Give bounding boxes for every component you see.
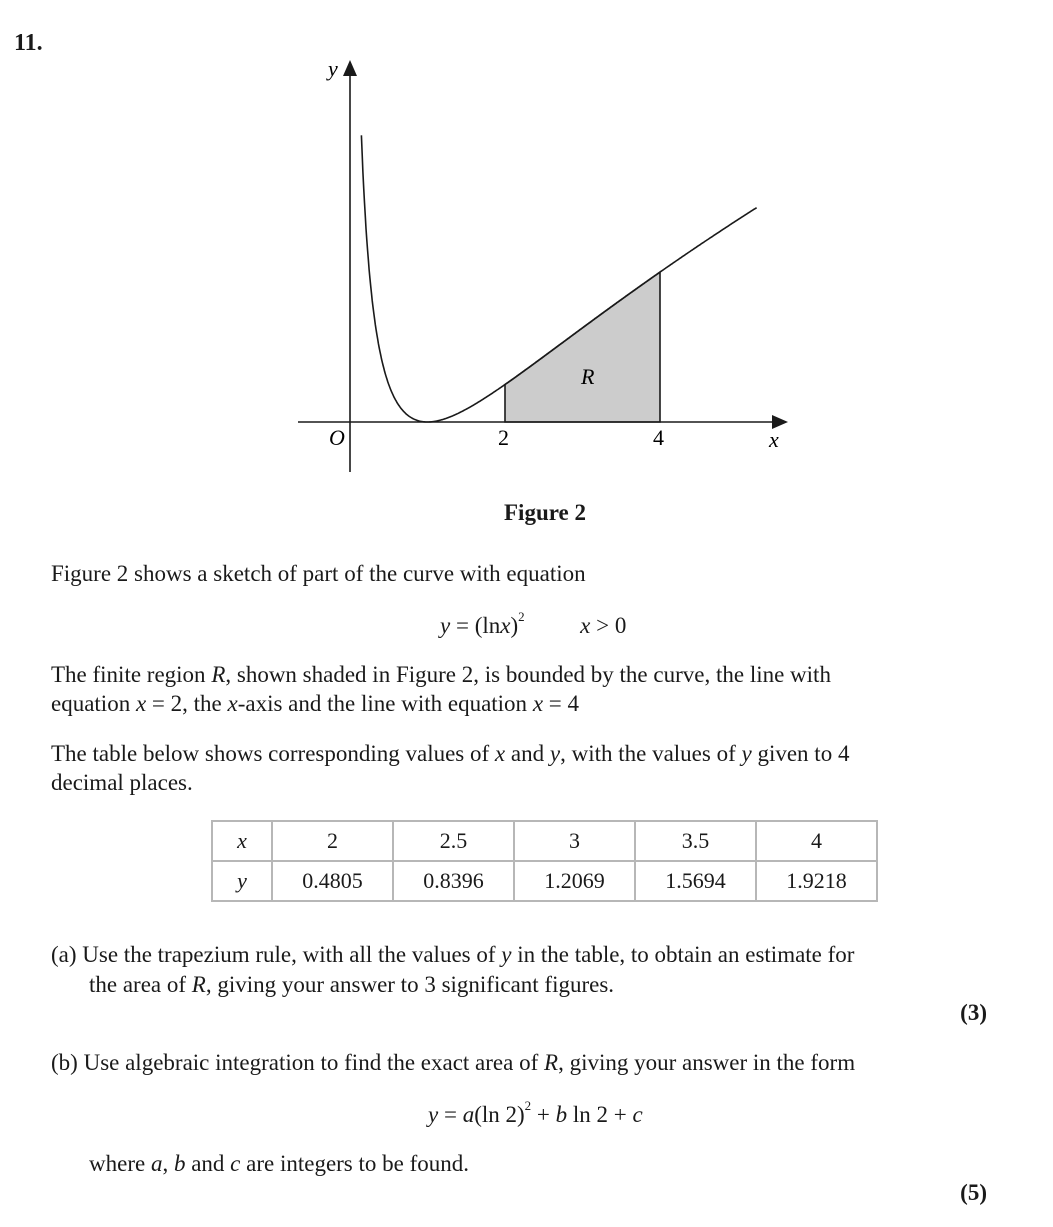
- y-axis-label: y: [328, 56, 338, 81]
- y-axis-arrow-icon: [343, 60, 357, 76]
- table-cell-x: 3.5: [635, 821, 756, 861]
- values-table: [211, 820, 878, 902]
- curve-equation: $y = (\ln x)^2$ x > 0: [440, 609, 627, 638]
- table-header-y: y: [212, 861, 272, 901]
- table-cell-y: 1.9218: [756, 861, 877, 901]
- table-cell-y: 1.2069: [514, 861, 635, 901]
- x-axis-label: x: [769, 427, 779, 452]
- table-cell-x: 4: [756, 821, 877, 861]
- tick-label-2: 2: [498, 425, 509, 450]
- figure-caption: Figure 2: [504, 500, 586, 525]
- tick-label-4: 4: [653, 425, 664, 450]
- part-b-where: where a, b and c are integers to be found.: [89, 1151, 470, 1176]
- part-b: (b) Use algebraic integration to find the exact area of R, giving your answer in the form: [51, 1050, 856, 1075]
- table-header-x: x: [212, 821, 272, 861]
- table-cell-x: 2.5: [393, 821, 514, 861]
- table-intro: The table below shows corresponding values of x and y, with the values of y given to 4 decimal places.: [51, 741, 850, 795]
- figure-2-sketch: [280, 50, 800, 480]
- table-cell-x: 3: [514, 821, 635, 861]
- part-a: (a) Use the trapezium rule, with all the values of y in the table, to obtain an estimate for the area of R, giving your answer to 3 significant figures.: [51, 942, 855, 997]
- table-cell-x: 2: [272, 821, 393, 861]
- question-number: 11.: [14, 30, 43, 56]
- table-cell-y: 1.5694: [635, 861, 756, 901]
- region-description: The finite region R, shown shaded in Figure 2, is bounded by the curve, the line with equation x = 2, the x-axis and the line with equation x = 4: [51, 662, 831, 716]
- intro-text: Figure 2 shows a sketch of part of the curve with equation: [51, 561, 586, 586]
- region-r-shading: [505, 272, 660, 422]
- region-label: R: [581, 364, 595, 389]
- answer-form-equation: y = a(ln 2)$^2$ + b ln 2 + c: [428, 1098, 643, 1127]
- origin-label: O: [329, 425, 345, 450]
- table-cell-y: 0.8396: [393, 861, 514, 901]
- part-a-marks: (3): [960, 1000, 987, 1025]
- table-row-y: [212, 861, 877, 901]
- part-b-marks: (5): [960, 1180, 987, 1205]
- table-cell-y: 0.4805: [272, 861, 393, 901]
- table-row-x: [212, 821, 877, 861]
